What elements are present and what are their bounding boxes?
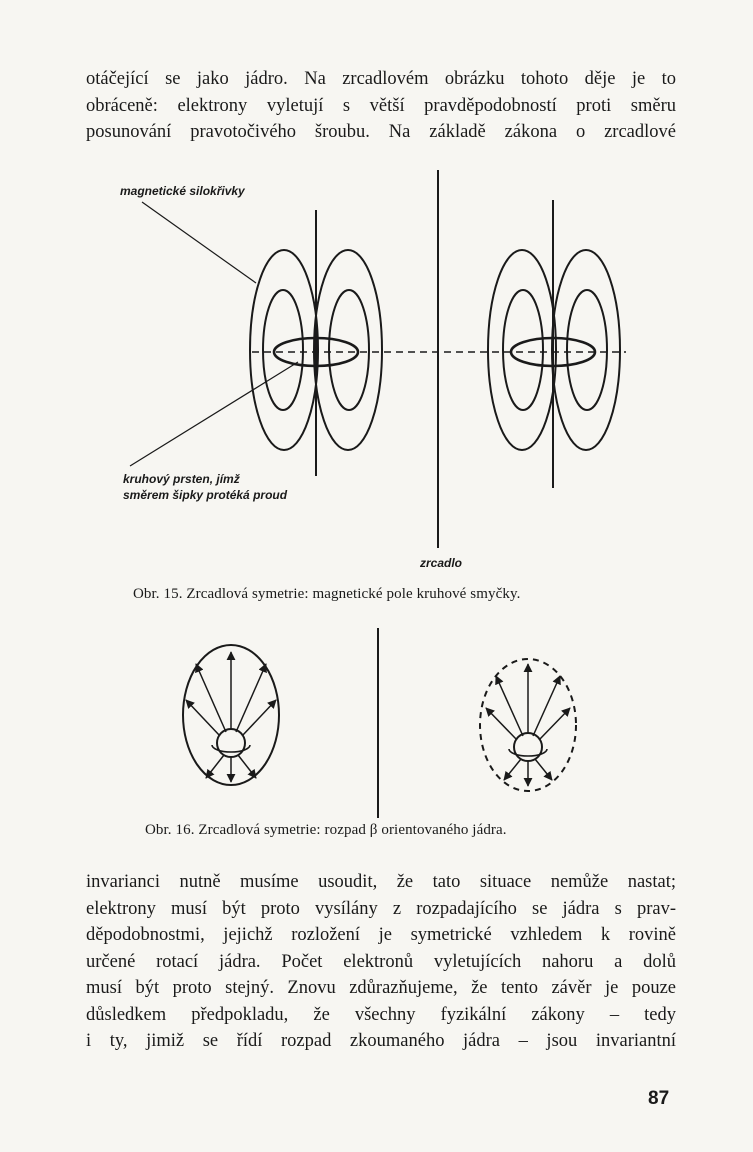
page-number: 87: [648, 1088, 670, 1109]
figure-16-caption: Obr. 16. Zrcadlová symetrie: rozpad β orientovaného jádra.: [145, 822, 507, 838]
text-line: posunování pravotočivého šroubu. Na základě zákona o zrcadlové: [86, 122, 676, 142]
right-nucleus-decay: [480, 659, 576, 791]
text-line: musí být proto stejný. Znovu zdůrazňujeme, že tento závěr je pouze: [86, 978, 676, 998]
left-magnetic-field: [250, 210, 382, 476]
text-line: invarianci nutně musíme usoudit, že tato situace nemůže nastat;: [86, 872, 676, 892]
body-text-bottom: [86, 869, 676, 1055]
label-ring-line1: kruhový prsten, jímž: [123, 472, 240, 486]
text-line: obráceně: elektrony vyletují s větší pravděpodobností proti směru: [86, 95, 676, 116]
text-line: důsledkem předpokladu, že všechny fyzikální zákony – tedy: [86, 1004, 676, 1025]
text-line: děpodobnostmi, jejichž rozložení je symetrické vzhledem k rovině: [86, 925, 676, 945]
text-line: určené rotací jádra. Počet elektronů vyletujících nahoru a dolů: [86, 951, 676, 972]
label-field-lines: magnetické silokřivky: [120, 184, 245, 198]
text-line: i ty, jimiž se řídí rozpad zkoumaného jádra – jsou invariantní: [86, 1031, 676, 1051]
right-magnetic-field: [488, 200, 620, 488]
left-nucleus-decay: [183, 645, 279, 785]
text-line: elektrony musí být proto vysílány z rozpadajícího se jádra s prav-: [86, 898, 676, 919]
label-ring-line2: směrem šipky protéká proud: [123, 488, 288, 502]
text-line: otáčející se jako jádro. Na zrcadlovém obrázku tohoto děje je to: [86, 69, 676, 89]
label-mirror: zrcadlo: [420, 556, 463, 570]
figure-15-caption: Obr. 15. Zrcadlová symetrie: magnetické pole kruhové smyčky.: [133, 586, 521, 602]
